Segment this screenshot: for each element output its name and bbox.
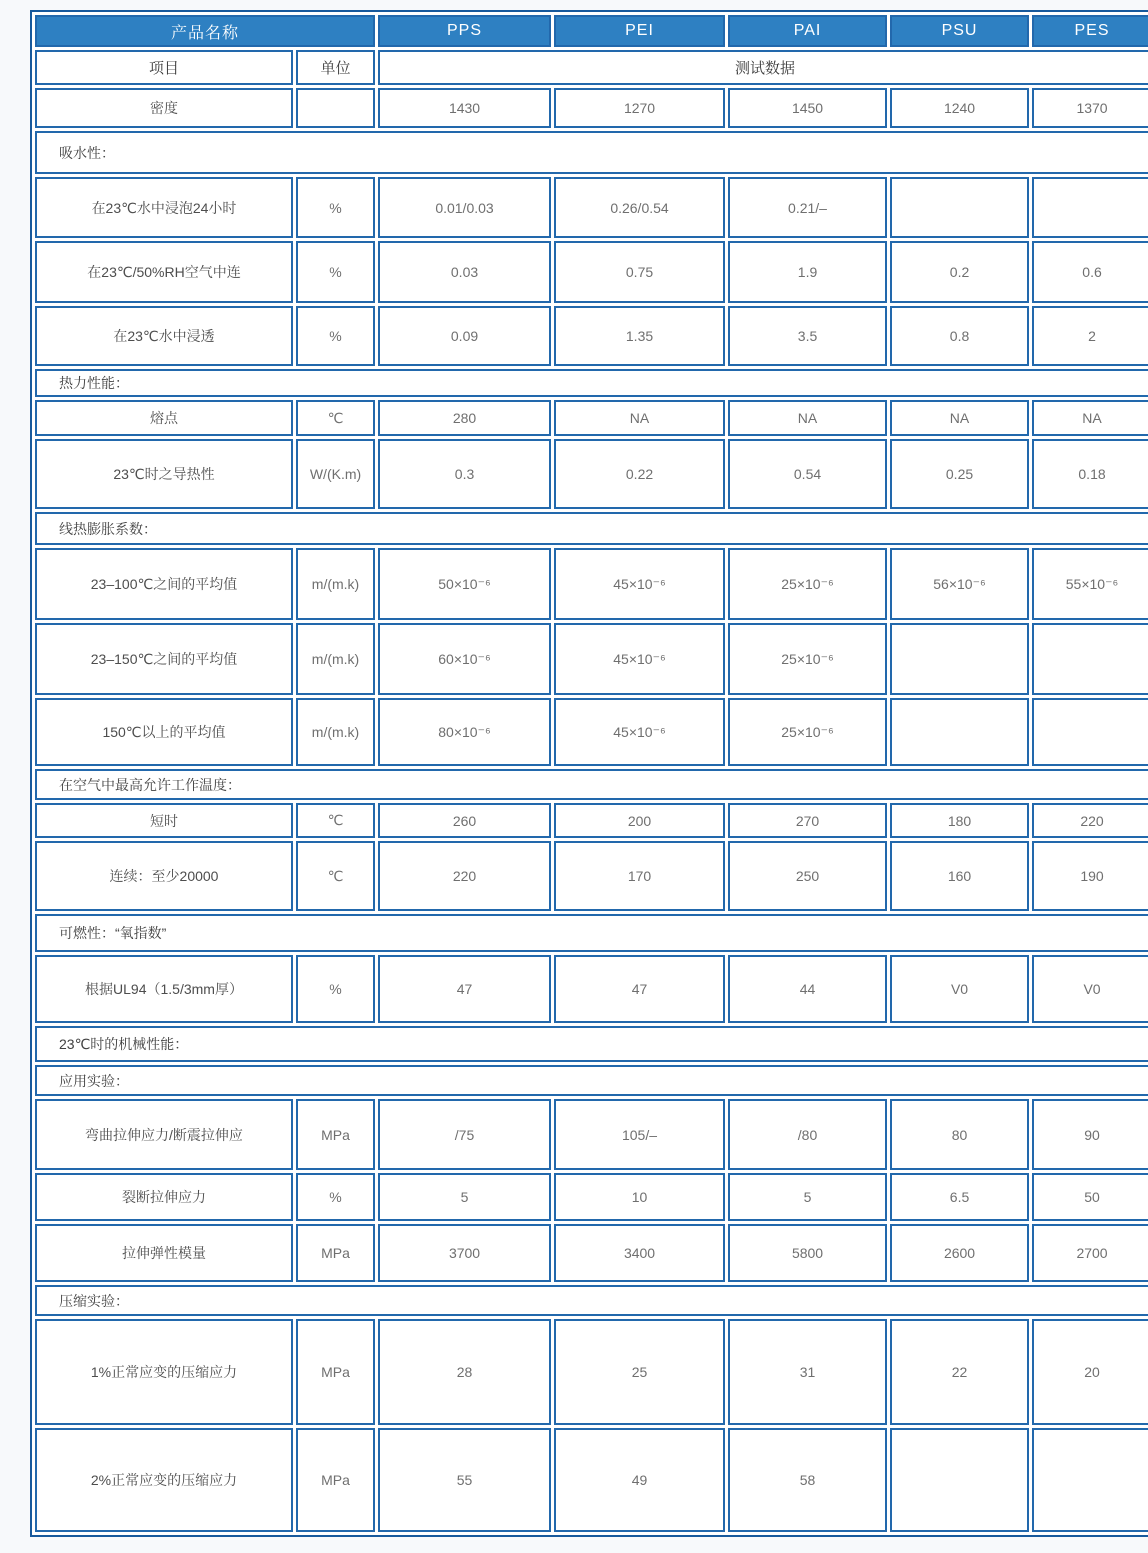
- item-column-header: 项目: [35, 50, 293, 85]
- row-label: 23–150℃之间的平均值: [35, 623, 293, 695]
- cell-value: 200: [554, 803, 725, 838]
- cell-value: 6.5: [890, 1173, 1029, 1221]
- product-header-pps: PPS: [378, 15, 551, 47]
- cell-value: 2700: [1032, 1224, 1148, 1282]
- row-unit: MPa: [296, 1099, 375, 1170]
- cell-value: 58: [728, 1428, 887, 1532]
- cell-value: 0.75: [554, 241, 725, 303]
- row-label: 150℃以上的平均值: [35, 698, 293, 766]
- section-row: [35, 369, 1148, 397]
- section-label: 23℃时的机械性能：: [35, 1026, 1148, 1062]
- section-row: [35, 769, 1148, 800]
- section-row: [35, 131, 1148, 174]
- section-row: [35, 512, 1148, 545]
- cell-value: 10: [554, 1173, 725, 1221]
- row-label: 连续：至少20000: [35, 841, 293, 911]
- table-row: [35, 177, 1148, 238]
- cell-value: 180: [890, 803, 1029, 838]
- row-unit: W/(K.m): [296, 439, 375, 509]
- cell-value: [890, 623, 1029, 695]
- cell-value: 1.35: [554, 306, 725, 366]
- cell-value: 270: [728, 803, 887, 838]
- cell-value: 49: [554, 1428, 725, 1532]
- cell-value: 5: [728, 1173, 887, 1221]
- cell-value: /80: [728, 1099, 887, 1170]
- table-row: [35, 623, 1148, 695]
- row-unit: ℃: [296, 803, 375, 838]
- section-row: [35, 1026, 1148, 1062]
- section-label: 在空气中最高允许工作温度：: [35, 769, 1148, 800]
- table-row: [35, 400, 1148, 436]
- table-row: [35, 88, 1148, 128]
- cell-value: V0: [890, 955, 1029, 1023]
- cell-value: 5: [378, 1173, 551, 1221]
- cell-value: 0.09: [378, 306, 551, 366]
- cell-value: 47: [378, 955, 551, 1023]
- cell-value: 45×10⁻⁶: [554, 548, 725, 620]
- table-row: [35, 955, 1148, 1023]
- row-label: 拉伸弹性模量: [35, 1224, 293, 1282]
- cell-value: 5800: [728, 1224, 887, 1282]
- row-unit: %: [296, 306, 375, 366]
- table-head: [35, 15, 1148, 85]
- cell-value: 3700: [378, 1224, 551, 1282]
- cell-value: 0.2: [890, 241, 1029, 303]
- row-unit: %: [296, 955, 375, 1023]
- cell-value: 170: [554, 841, 725, 911]
- cell-value: 31: [728, 1319, 887, 1425]
- row-label: 弯曲拉伸应力/断震拉伸应: [35, 1099, 293, 1170]
- cell-value: NA: [890, 400, 1029, 436]
- row-label: 23℃时之导热性: [35, 439, 293, 509]
- row-unit: %: [296, 241, 375, 303]
- cell-value: [890, 1428, 1029, 1532]
- cell-value: V0: [1032, 955, 1148, 1023]
- cell-value: 3400: [554, 1224, 725, 1282]
- cell-value: 55: [378, 1428, 551, 1532]
- cell-value: NA: [1032, 400, 1148, 436]
- section-label: 可燃性：“氧指数”: [35, 914, 1148, 952]
- row-unit: ℃: [296, 841, 375, 911]
- section-row: [35, 1285, 1148, 1316]
- table-body: [35, 88, 1148, 1532]
- row-unit: %: [296, 177, 375, 238]
- cell-value: 25: [554, 1319, 725, 1425]
- cell-value: 0.03: [378, 241, 551, 303]
- cell-value: 1270: [554, 88, 725, 128]
- section-row: [35, 1065, 1148, 1096]
- cell-value: 90: [1032, 1099, 1148, 1170]
- cell-value: 47: [554, 955, 725, 1023]
- cell-value: 0.22: [554, 439, 725, 509]
- cell-value: 45×10⁻⁶: [554, 623, 725, 695]
- row-label: 2%正常应变的压缩应力: [35, 1428, 293, 1532]
- cell-value: 0.8: [890, 306, 1029, 366]
- table-row: [35, 841, 1148, 911]
- cell-value: 1.9: [728, 241, 887, 303]
- cell-value: 80: [890, 1099, 1029, 1170]
- row-unit: [296, 88, 375, 128]
- row-label: 1%正常应变的压缩应力: [35, 1319, 293, 1425]
- cell-value: 1240: [890, 88, 1029, 128]
- row-unit: m/(m.k): [296, 698, 375, 766]
- table-row: [35, 803, 1148, 838]
- cell-value: NA: [554, 400, 725, 436]
- cell-value: 160: [890, 841, 1029, 911]
- cell-value: 45×10⁻⁶: [554, 698, 725, 766]
- cell-value: 25×10⁻⁶: [728, 623, 887, 695]
- cell-value: 0.21/–: [728, 177, 887, 238]
- product-header-pai: PAI: [728, 15, 887, 47]
- row-label: 根据UL94（1.5/3mm厚）: [35, 955, 293, 1023]
- table-row: [35, 1224, 1148, 1282]
- cell-value: 105/–: [554, 1099, 725, 1170]
- cell-value: 0.01/0.03: [378, 177, 551, 238]
- cell-value: 0.25: [890, 439, 1029, 509]
- row-label: 在23℃水中浸泡24小时: [35, 177, 293, 238]
- table-row: [35, 306, 1148, 366]
- section-row: [35, 914, 1148, 952]
- cell-value: 0.18: [1032, 439, 1148, 509]
- row-label: 熔点: [35, 400, 293, 436]
- cell-value: 28: [378, 1319, 551, 1425]
- cell-value: 56×10⁻⁶: [890, 548, 1029, 620]
- row-label: 在23℃/50%RH空气中连: [35, 241, 293, 303]
- section-label: 热力性能：: [35, 369, 1148, 397]
- table-row: [35, 439, 1148, 509]
- cell-value: 2600: [890, 1224, 1029, 1282]
- cell-value: [890, 698, 1029, 766]
- test-data-header: 测试数据: [378, 50, 1148, 85]
- cell-value: 1430: [378, 88, 551, 128]
- row-unit: MPa: [296, 1224, 375, 1282]
- product-header-pei: PEI: [554, 15, 725, 47]
- row-unit: m/(m.k): [296, 623, 375, 695]
- table-row: [35, 548, 1148, 620]
- cell-value: 0.54: [728, 439, 887, 509]
- row-unit: m/(m.k): [296, 548, 375, 620]
- row-label: 在23℃水中浸透: [35, 306, 293, 366]
- cell-value: 220: [1032, 803, 1148, 838]
- cell-value: 220: [378, 841, 551, 911]
- cell-value: 3.5: [728, 306, 887, 366]
- cell-value: 50: [1032, 1173, 1148, 1221]
- cell-value: 0.3: [378, 439, 551, 509]
- section-label: 吸水性：: [35, 131, 1148, 174]
- cell-value: [1032, 1428, 1148, 1532]
- cell-value: 25×10⁻⁶: [728, 698, 887, 766]
- table-row: [35, 1428, 1148, 1532]
- row-unit: ℃: [296, 400, 375, 436]
- cell-value: 25×10⁻⁶: [728, 548, 887, 620]
- cell-value: 1370: [1032, 88, 1148, 128]
- row-label: 密度: [35, 88, 293, 128]
- subheader-row: [35, 50, 1148, 85]
- cell-value: 60×10⁻⁶: [378, 623, 551, 695]
- cell-value: [1032, 698, 1148, 766]
- cell-value: 0.26/0.54: [554, 177, 725, 238]
- table-row: [35, 241, 1148, 303]
- unit-column-header: 单位: [296, 50, 375, 85]
- table-row: [35, 1173, 1148, 1221]
- cell-value: 20: [1032, 1319, 1148, 1425]
- row-label: 短时: [35, 803, 293, 838]
- cell-value: [890, 177, 1029, 238]
- cell-value: 80×10⁻⁶: [378, 698, 551, 766]
- table-row: [35, 1099, 1148, 1170]
- cell-value: [1032, 177, 1148, 238]
- product-header-pes: PES: [1032, 15, 1148, 47]
- cell-value: NA: [728, 400, 887, 436]
- material-properties-table: [30, 10, 1148, 1537]
- product-header-psu: PSU: [890, 15, 1029, 47]
- cell-value: 260: [378, 803, 551, 838]
- row-unit: %: [296, 1173, 375, 1221]
- section-label: 应用实验：: [35, 1065, 1148, 1096]
- table-row: [35, 1319, 1148, 1425]
- cell-value: 280: [378, 400, 551, 436]
- cell-value: 250: [728, 841, 887, 911]
- table-row: [35, 698, 1148, 766]
- cell-value: 44: [728, 955, 887, 1023]
- row-label: 裂断拉伸应力: [35, 1173, 293, 1221]
- cell-value: 1450: [728, 88, 887, 128]
- cell-value: [1032, 623, 1148, 695]
- product-header-row: [35, 15, 1148, 47]
- cell-value: /75: [378, 1099, 551, 1170]
- row-unit: MPa: [296, 1319, 375, 1425]
- section-label: 线热膨胀系数：: [35, 512, 1148, 545]
- row-unit: MPa: [296, 1428, 375, 1532]
- section-label: 压缩实验：: [35, 1285, 1148, 1316]
- cell-value: 2: [1032, 306, 1148, 366]
- product-name-header: 产品名称: [35, 15, 375, 47]
- row-label: 23–100℃之间的平均值: [35, 548, 293, 620]
- cell-value: 190: [1032, 841, 1148, 911]
- cell-value: 0.6: [1032, 241, 1148, 303]
- cell-value: 22: [890, 1319, 1029, 1425]
- cell-value: 55×10⁻⁶: [1032, 548, 1148, 620]
- cell-value: 50×10⁻⁶: [378, 548, 551, 620]
